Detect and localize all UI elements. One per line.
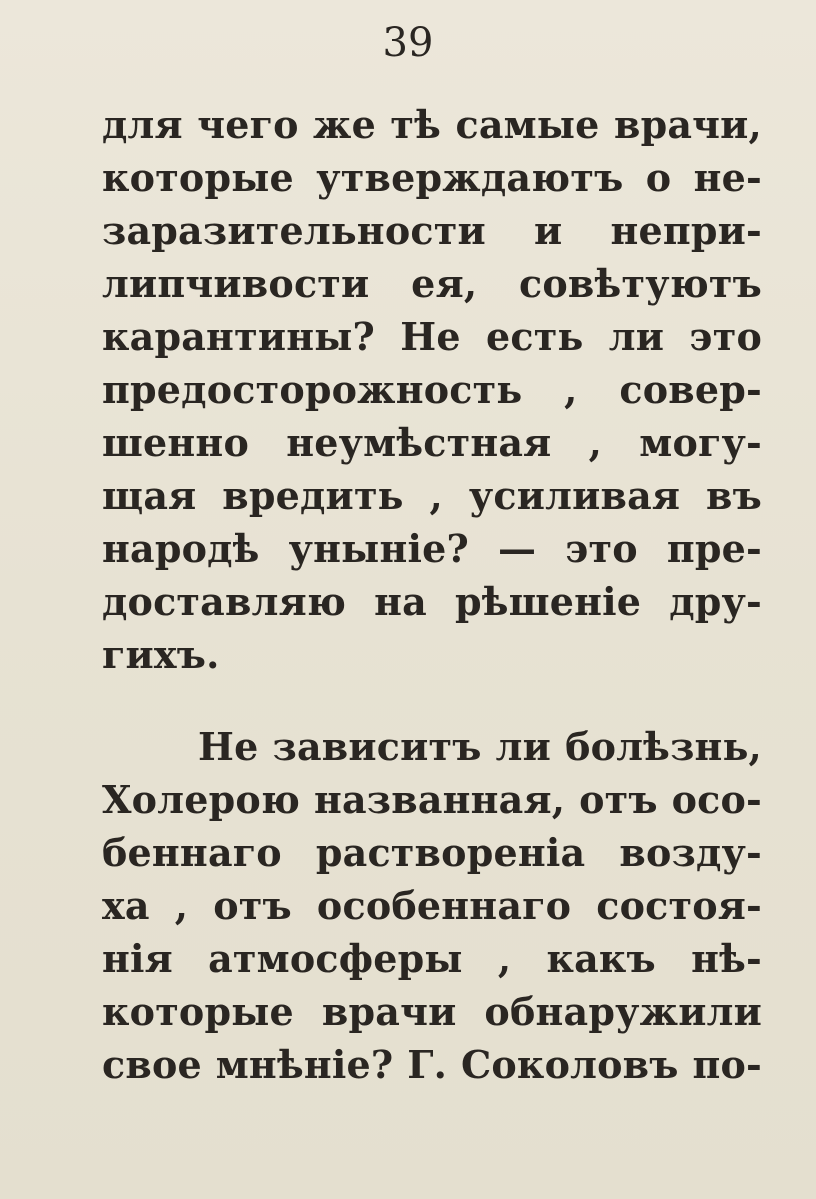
text-line: беннаго раствореніа возду- xyxy=(102,830,762,875)
text-line: гихъ. xyxy=(102,632,220,677)
text-line: народѣ уныніе? — это пре- xyxy=(102,526,762,571)
text-line: карантины? Не есть ли это xyxy=(102,314,762,359)
text-line: которые врачи обнаружили xyxy=(102,989,762,1034)
text-line: шенно неумѣстная , могу- xyxy=(102,420,762,465)
text-line: доставляю на рѣшеніе дру- xyxy=(102,579,762,624)
page-number: 39 xyxy=(382,20,434,66)
text-line: щая вредить , усиливая въ xyxy=(102,473,762,518)
text-line: нія атмосферы , какъ нѣ- xyxy=(102,936,762,981)
text-line: заразительности и непри- xyxy=(102,208,762,253)
text-line: предосторожность , совер- xyxy=(102,367,762,412)
text-line: для чего же тѣ самые врачи, xyxy=(102,102,762,147)
text-line: липчивости ея, совѣтуютъ xyxy=(102,261,762,306)
text-line: которые утверждаютъ о не- xyxy=(102,155,762,200)
text-line: свое мнѣніе? Г. Соколовъ по- xyxy=(102,1042,762,1087)
text-line: Не зависитъ ли болѣзнь, xyxy=(198,724,762,769)
text-line: ха , отъ особеннаго состоя- xyxy=(102,883,762,928)
text-line: Холерою названная, отъ осо- xyxy=(102,777,762,822)
